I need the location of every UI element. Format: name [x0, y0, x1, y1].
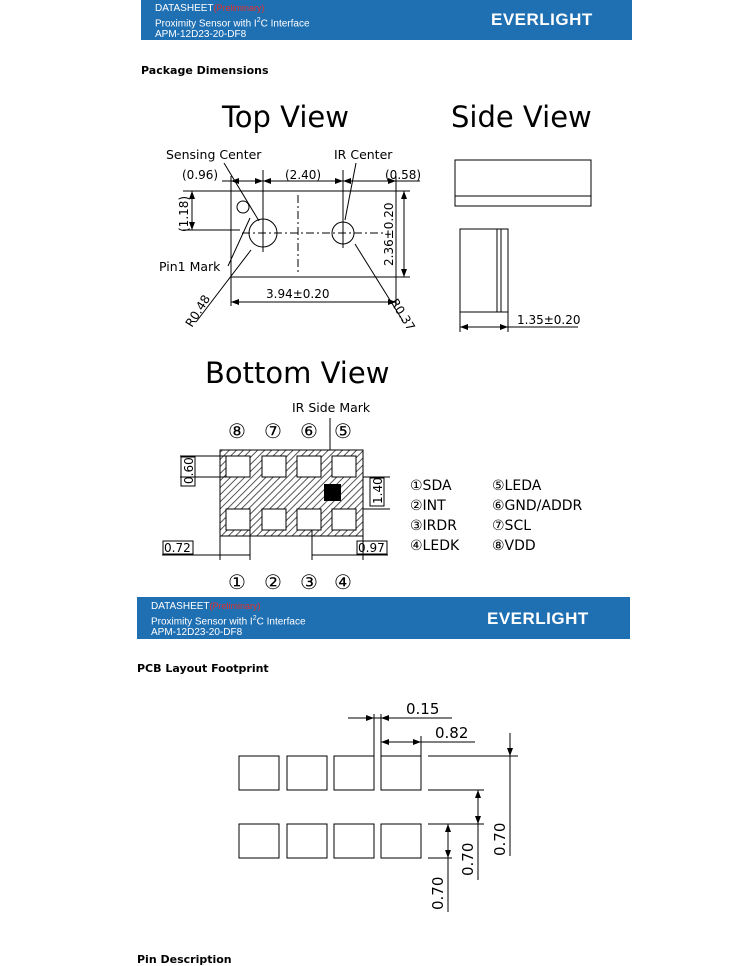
ir-side-mark-square [324, 484, 341, 501]
pin-number-8: ⑧ [228, 419, 246, 443]
pcb-pad-height-label: 0.70 [491, 822, 509, 856]
thickness-label: 1.35±0.20 [517, 313, 581, 327]
pin-number-6: ⑥ [300, 419, 318, 443]
pcb-pad-height-label-2: 0.70 [429, 876, 447, 910]
legend-pin-5: ⑤LEDA [492, 478, 542, 494]
radius-left-label: R0.48 [182, 292, 214, 330]
header-text-block-2 [151, 601, 306, 639]
section-title-pcb: PCB Layout Footprint [137, 662, 269, 675]
pin-number-5: ⑤ [334, 419, 352, 443]
product-name-pre: Proximity Sensor with I [155, 17, 257, 29]
legend-pin-3: ③IRDR [410, 518, 457, 534]
legend-pin-4: ④LEDK [410, 538, 460, 554]
datasheet-label: DATASHEET [155, 3, 214, 14]
sensing-center-label: Sensing Center [166, 147, 262, 162]
legend-pin-1: ①SDA [410, 478, 452, 494]
pin-number-7: ⑦ [264, 419, 282, 443]
product-name-post: C Interface [260, 17, 310, 29]
everlight-logo-2: EVERLIGHT [487, 609, 589, 628]
top-view-title: Top View [222, 100, 349, 134]
legend-pin-2: ②INT [410, 498, 446, 514]
dim-left-label: (0.96) [182, 168, 219, 182]
legend-pin-7: ⑦SCL [492, 518, 532, 534]
section-title-package: Package Dimensions [141, 64, 269, 77]
legend-pin-8: ⑧VDD [492, 538, 536, 554]
dim-gap-label: 1.40 [371, 477, 385, 504]
top-pin-numbers [228, 419, 352, 443]
header-banner-bottom [137, 597, 630, 639]
ir-side-mark-label: IR Side Mark [292, 400, 371, 415]
radius-right-label: R0.37 [387, 296, 418, 334]
pcb-pads [239, 756, 421, 858]
pin1-mark-circle [237, 201, 249, 213]
datasheet-label-2: DATASHEET [151, 601, 210, 612]
side-view-title: Side View [451, 100, 592, 134]
pcb-pad-width-label: 0.82 [435, 724, 469, 742]
pcb-footprint-drawing [0, 640, 750, 960]
dim-height-small-label: (1.18) [177, 195, 191, 232]
legend-pin-6: ⑥GND/ADDR [492, 498, 583, 514]
preliminary-label: (Preliminary) [213, 3, 265, 13]
dim-height-label: 2.36±0.20 [382, 202, 396, 266]
section-title-cutoff: Pin Description [137, 953, 232, 966]
bottom-pin-numbers [228, 570, 352, 594]
product-name-pre-2: Proximity Sensor with I [151, 615, 253, 627]
product-name-post-2: C Interface [256, 615, 306, 627]
pcb-space-label: 0.70 [459, 842, 477, 876]
pin-legend [410, 478, 583, 554]
bottom-view-package [220, 450, 363, 536]
product-name-sup: 2 [256, 16, 261, 24]
dim-pad-height-label: 0.60 [182, 457, 196, 484]
pcb-gap-label: 0.15 [406, 700, 440, 718]
pin-number-4: ④ [334, 570, 352, 594]
product-name-sup-2: 2 [252, 614, 257, 622]
ir-center-label: IR Center [334, 147, 393, 162]
preliminary-label-2: (Preliminary) [209, 601, 261, 611]
pin-number-3: ③ [300, 570, 318, 594]
pin1-mark-label: Pin1 Mark [159, 259, 221, 274]
side-view-outline [455, 160, 591, 332]
bottom-view-title: Bottom View [205, 356, 390, 390]
part-number: APM-12D23-20-DF8 [155, 29, 247, 41]
dim-right-label: (0.58) [385, 168, 422, 182]
pin-number-1: ① [228, 570, 246, 594]
dim-mid-label: (2.40) [285, 168, 322, 182]
everlight-logo: EVERLIGHT [491, 10, 593, 29]
dim-left-offset-label: 0.72 [164, 541, 191, 555]
part-number-2: APM-12D23-20-DF8 [151, 627, 243, 639]
dim-right-offset-label: 0.97 [358, 541, 385, 555]
dim-width-label: 3.94±0.20 [266, 287, 330, 301]
pin-number-2: ② [264, 570, 282, 594]
